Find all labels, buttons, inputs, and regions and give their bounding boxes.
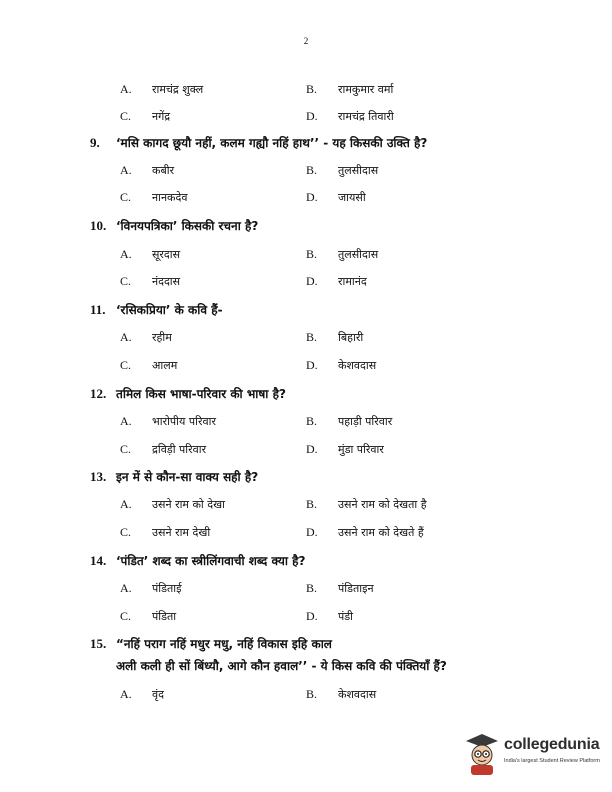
q11-option-b[interactable]: B. बिहारी (306, 330, 364, 344)
q11-option-a[interactable]: A. रहीम (120, 330, 172, 344)
q10-option-d[interactable]: D. रामानंद (306, 274, 367, 288)
q12-option-d[interactable]: D. मुंडा परिवार (306, 442, 384, 456)
q12-option-c[interactable]: C. द्रविड़ी परिवार (120, 442, 207, 456)
student-mascot-icon (462, 732, 500, 776)
question-15: 15. “नहिं पराग नहिं मधुर मधु, नहिं विकास इहि काल अली कली ही सों बिंध्यौ, आगे कौन हवाल’’ - ये किस कवि की पंक्तियाँ हैं? (90, 636, 447, 673)
q11-option-c[interactable]: C. आलम (120, 358, 178, 372)
q8-option-c[interactable]: C. नगेंद्र (120, 109, 171, 123)
q8-option-a[interactable]: A. रामचंद्र शुक्ल (120, 82, 204, 96)
q12-option-a[interactable]: A. भारोपीय परिवार (120, 414, 216, 428)
q12-option-b[interactable]: B. पहाड़ी परिवार (306, 414, 393, 428)
q8-option-d[interactable]: D. रामचंद्र तिवारी (306, 109, 394, 123)
q10-option-c[interactable]: C. नंददास (120, 274, 181, 288)
question-14: 14. ‘पंडित’ शब्द का स्त्रीलिंगवाची शब्द क्या है? (90, 553, 306, 568)
question-13: 13. इन में से कौन-सा वाक्य सही है? (90, 469, 259, 484)
brand-name: collegedunia (504, 736, 600, 753)
brand-tagline: India's largest Student Review Platform (504, 758, 600, 764)
q14-option-c[interactable]: C. पंडिता (120, 609, 177, 623)
q14-option-b[interactable]: B. पंडिताइन (306, 581, 374, 595)
q9-option-a[interactable]: A. कबीर (120, 163, 175, 177)
question-9: 9. ‘मसि कागद छूयौ नहीं, कलम गह्यौ नहिं हाथ’’ - यह किसकी उक्ति है? (90, 135, 428, 150)
q11-option-d[interactable]: D. केशवदास (306, 358, 377, 372)
q13-option-b[interactable]: B. उसने राम को देखता है (306, 497, 427, 511)
q10-option-a[interactable]: A. सूरदास (120, 247, 181, 261)
collegedunia-logo (462, 732, 602, 776)
q9-option-c[interactable]: C. नानकदेव (120, 190, 188, 204)
question-15-line-2: अली कली ही सों बिंध्यौ, आगे कौन हवाल’’ - ये किस कवि की पंक्तियाँ हैं? (116, 659, 447, 673)
question-10: 10. ‘विनयपत्रिका’ किसकी रचना है? (90, 218, 259, 233)
q10-option-b[interactable]: B. तुलसीदास (306, 247, 379, 261)
q9-option-d[interactable]: D. जायसी (306, 190, 366, 204)
question-12: 12. तमिल किस भाषा-परिवार की भाषा है? (90, 386, 286, 401)
page-number: 2 (303, 36, 309, 46)
q14-option-d[interactable]: D. पंडी (306, 609, 353, 623)
question-11: 11. ‘रसिकप्रिया’ के कवि हैं- (90, 302, 223, 317)
q14-option-a[interactable]: A. पंडिताई (120, 581, 182, 595)
q8-option-b[interactable]: B. रामकुमार वर्मा (306, 82, 394, 96)
q13-option-a[interactable]: A. उसने राम को देखा (120, 497, 225, 511)
q15-option-a[interactable]: A. वृंद (120, 687, 164, 701)
q9-option-b[interactable]: B. तुलसीदास (306, 163, 379, 177)
q13-option-d[interactable]: D. उसने राम को देखते हैं (306, 525, 424, 539)
q15-option-b[interactable]: B. केशवदास (306, 687, 377, 701)
q13-option-c[interactable]: C. उसने राम देखी (120, 525, 211, 539)
question-15-line-1: “नहिं पराग नहिं मधुर मधु, नहिं विकास इहि काल (116, 637, 332, 651)
